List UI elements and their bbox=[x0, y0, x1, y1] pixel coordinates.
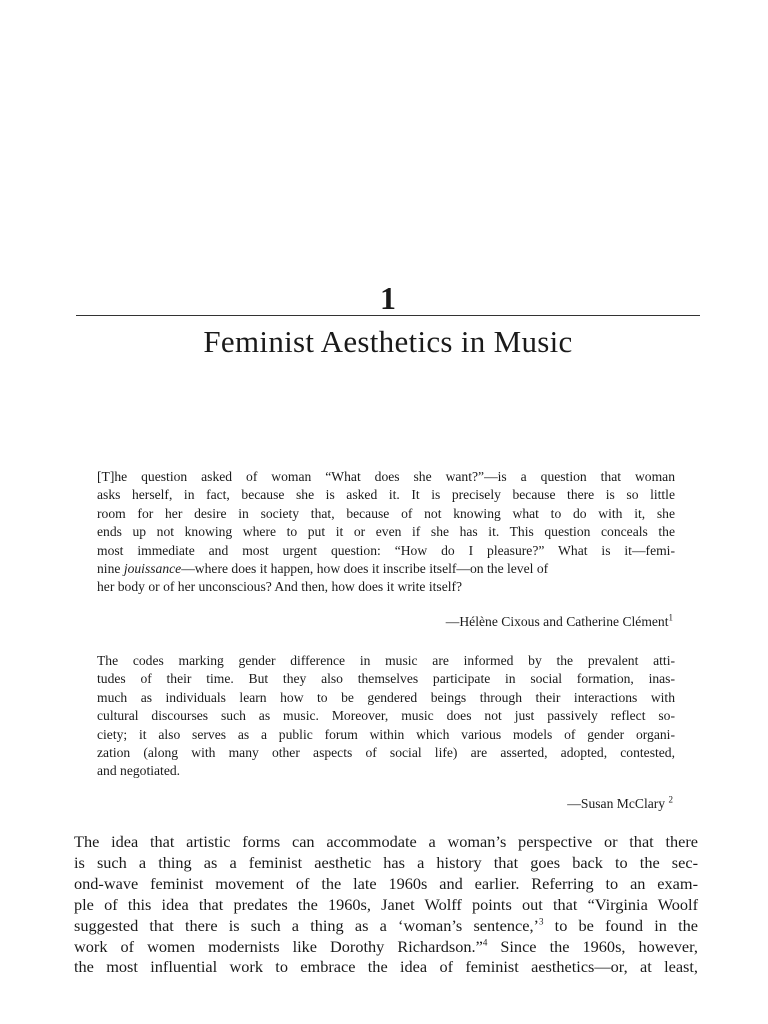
epigraph-mcclary bbox=[97, 652, 675, 781]
chapter-title: Feminist Aesthetics in Music bbox=[203, 324, 573, 359]
epigraph-line: tudes of their time. But they also themselves participate in social formation, inas- bbox=[97, 671, 675, 687]
body-line: is such a thing as a feminist aesthetic has a history that goes back to the sec- bbox=[74, 852, 698, 872]
epigraph-line: room for her desire in society that, because of not knowing what to do with it, she bbox=[97, 505, 675, 521]
epigraph-line: ciety; it also serves as a public forum within which various models of gender organi- bbox=[97, 726, 675, 742]
attribution-mcclary bbox=[567, 795, 673, 813]
epigraph-line: her body or of her unconscious? And then, how does it write itself? bbox=[97, 579, 463, 595]
body-text: Since the 1960s, however, bbox=[487, 936, 698, 956]
body-text: to be found in the bbox=[543, 915, 698, 935]
epigraph-line: ends up not knowing where to put it or even if she has it. This question conceals the bbox=[97, 524, 675, 540]
body-paragraph bbox=[74, 832, 698, 978]
epigraph-line: much as individuals learn how to be gendered beings through their interactions with bbox=[97, 689, 675, 705]
epigraph-text: nine bbox=[97, 561, 124, 577]
body-line: The idea that artistic forms can accommodate a woman’s perspective or that there bbox=[74, 832, 698, 851]
italic-term: jouissance bbox=[123, 561, 182, 577]
epigraph-line: asks herself, in fact, because she is asked it. It is precisely because there is so little bbox=[97, 487, 675, 503]
epigraph-text: —where does it happen, how does it inscribe itself—on the level of bbox=[181, 561, 549, 577]
attribution-text: —Hélène Cixous and Catherine Clément bbox=[445, 614, 669, 629]
epigraph-line: [T]he question asked of woman “What does she want?”—is a question that woman bbox=[97, 469, 675, 484]
epigraph-line: most immediate and most urgent question: “How do I pleasure?” What is it—femi- bbox=[97, 542, 675, 558]
footnote-marker[interactable]: 1 bbox=[668, 612, 673, 623]
body-line bbox=[74, 916, 698, 937]
attribution-cixous bbox=[446, 613, 673, 631]
chapter-rule bbox=[76, 315, 700, 316]
footnote-marker[interactable]: 3 bbox=[538, 916, 544, 927]
epigraph-line: and negotiated. bbox=[97, 763, 181, 779]
footnote-marker[interactable]: 2 bbox=[668, 794, 673, 805]
body-line: ple of this idea that predates the 1960s, Janet Wolff points out that “Virginia Woolf bbox=[74, 894, 698, 914]
epigraph-line: cultural discourses such as music. Moreover, music does not just passively reflect so- bbox=[97, 708, 675, 724]
epigraph-cixous bbox=[97, 468, 675, 597]
epigraph-line bbox=[97, 560, 675, 578]
epigraph-line: The codes marking gender difference in music are informed by the prevalent atti- bbox=[97, 653, 675, 668]
body-line: ond-wave feminist movement of the late 1960s and earlier. Referring to an exam- bbox=[74, 873, 698, 893]
epigraph-line: zation (along with many other aspects of social life) are asserted, adopted, contested, bbox=[97, 745, 675, 761]
attribution-text: —Susan McClary bbox=[567, 796, 669, 811]
chapter-number: 1 bbox=[380, 280, 396, 316]
body-line bbox=[74, 937, 698, 958]
body-text: work of women modernists like Dorothy Richardson.” bbox=[74, 936, 483, 956]
body-text: suggested that there is such a thing as a ‘woman’s sentence,’ bbox=[74, 915, 539, 935]
body-line: the most influential work to embrace the idea of feminist aesthetics—or, at least, bbox=[74, 957, 698, 977]
footnote-marker[interactable]: 4 bbox=[482, 937, 488, 948]
